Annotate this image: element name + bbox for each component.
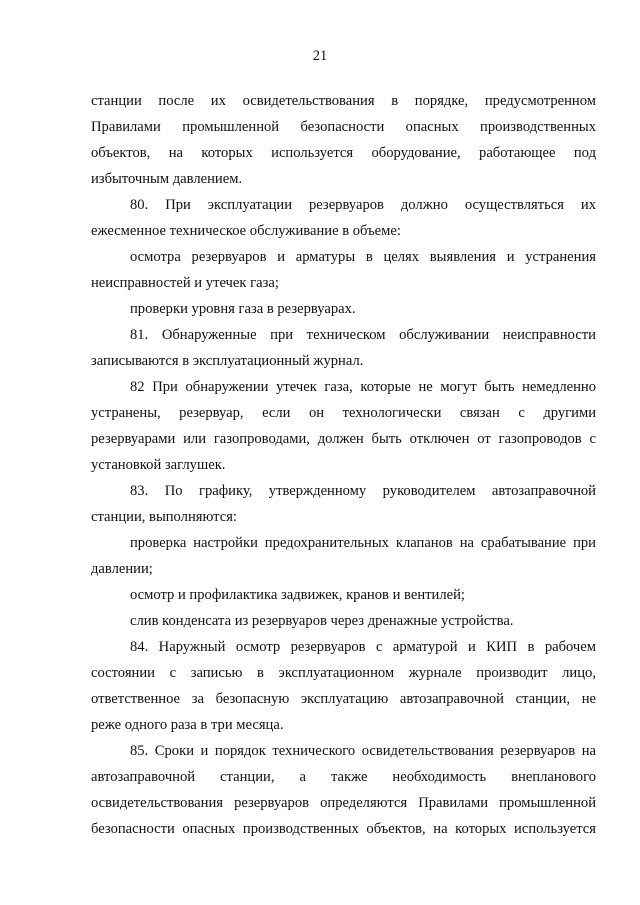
text-line: 80. При эксплуатации резервуаров должно осуществляться их [130, 197, 596, 213]
text-line: осмотра резервуаров и арматуры в целях выявления и устранения [130, 249, 596, 265]
text-line: неисправностей и утечек газа; [91, 275, 279, 291]
text-line: объектов, на которых используется оборудование, работающее под [91, 145, 596, 161]
text-line: ответственное за безопасную эксплуатацию автозаправочной станции, не [91, 691, 596, 707]
text-line: автозаправочной станции, а также необходимость внепланового [91, 769, 596, 785]
text-line: проверки уровня газа в резервуарах. [130, 301, 356, 317]
text-line: слив конденсата из резервуаров через дренажные устройства. [130, 613, 514, 629]
page-number: 21 [312, 48, 328, 64]
text-line: освидетельствования резервуаров определяются Правилами промышленной [91, 795, 596, 811]
text-line: избыточным давлением. [91, 171, 243, 187]
text-line: устранены, резервуар, если он технологически связан с другими [91, 405, 596, 421]
text-line: ежесменное техническое обслуживание в объеме: [91, 223, 401, 239]
text-line: станции после их освидетельствования в порядке, предусмотренном [91, 93, 596, 109]
text-line: проверка настройки предохранительных клапанов на срабатывание при [130, 535, 596, 551]
text-line: 85. Сроки и порядок технического освидетельствования резервуаров на [130, 743, 596, 759]
text-line: резервуарами или газопроводами, должен быть отключен от газопроводов с [91, 431, 596, 447]
text-line: 84. Наружный осмотр резервуаров с арматурой и КИП в рабочем [130, 639, 596, 655]
text-line: безопасности опасных производственных объектов, на которых используется [91, 821, 596, 837]
text-line: станции, выполняются: [91, 509, 237, 525]
text-line: Правилами промышленной безопасности опасных производственных [91, 119, 596, 135]
text-line: реже одного раза в три месяца. [91, 717, 284, 733]
text-line: состоянии с записью в эксплуатационном журнале производит лицо, [91, 665, 596, 681]
text-line: 81. Обнаруженные при техническом обслуживании неисправности [130, 327, 596, 343]
text-line: записываются в эксплуатационный журнал. [91, 353, 364, 369]
text-line: 83. По графику, утвержденному руководителем автозаправочной [130, 483, 596, 499]
text-line: осмотр и профилактика задвижек, кранов и вентилей; [130, 587, 465, 603]
text-line: давлении; [91, 561, 153, 577]
text-line: установкой заглушек. [91, 457, 226, 473]
text-line: 82 При обнаружении утечек газа, которые не могут быть немедленно [130, 379, 596, 395]
